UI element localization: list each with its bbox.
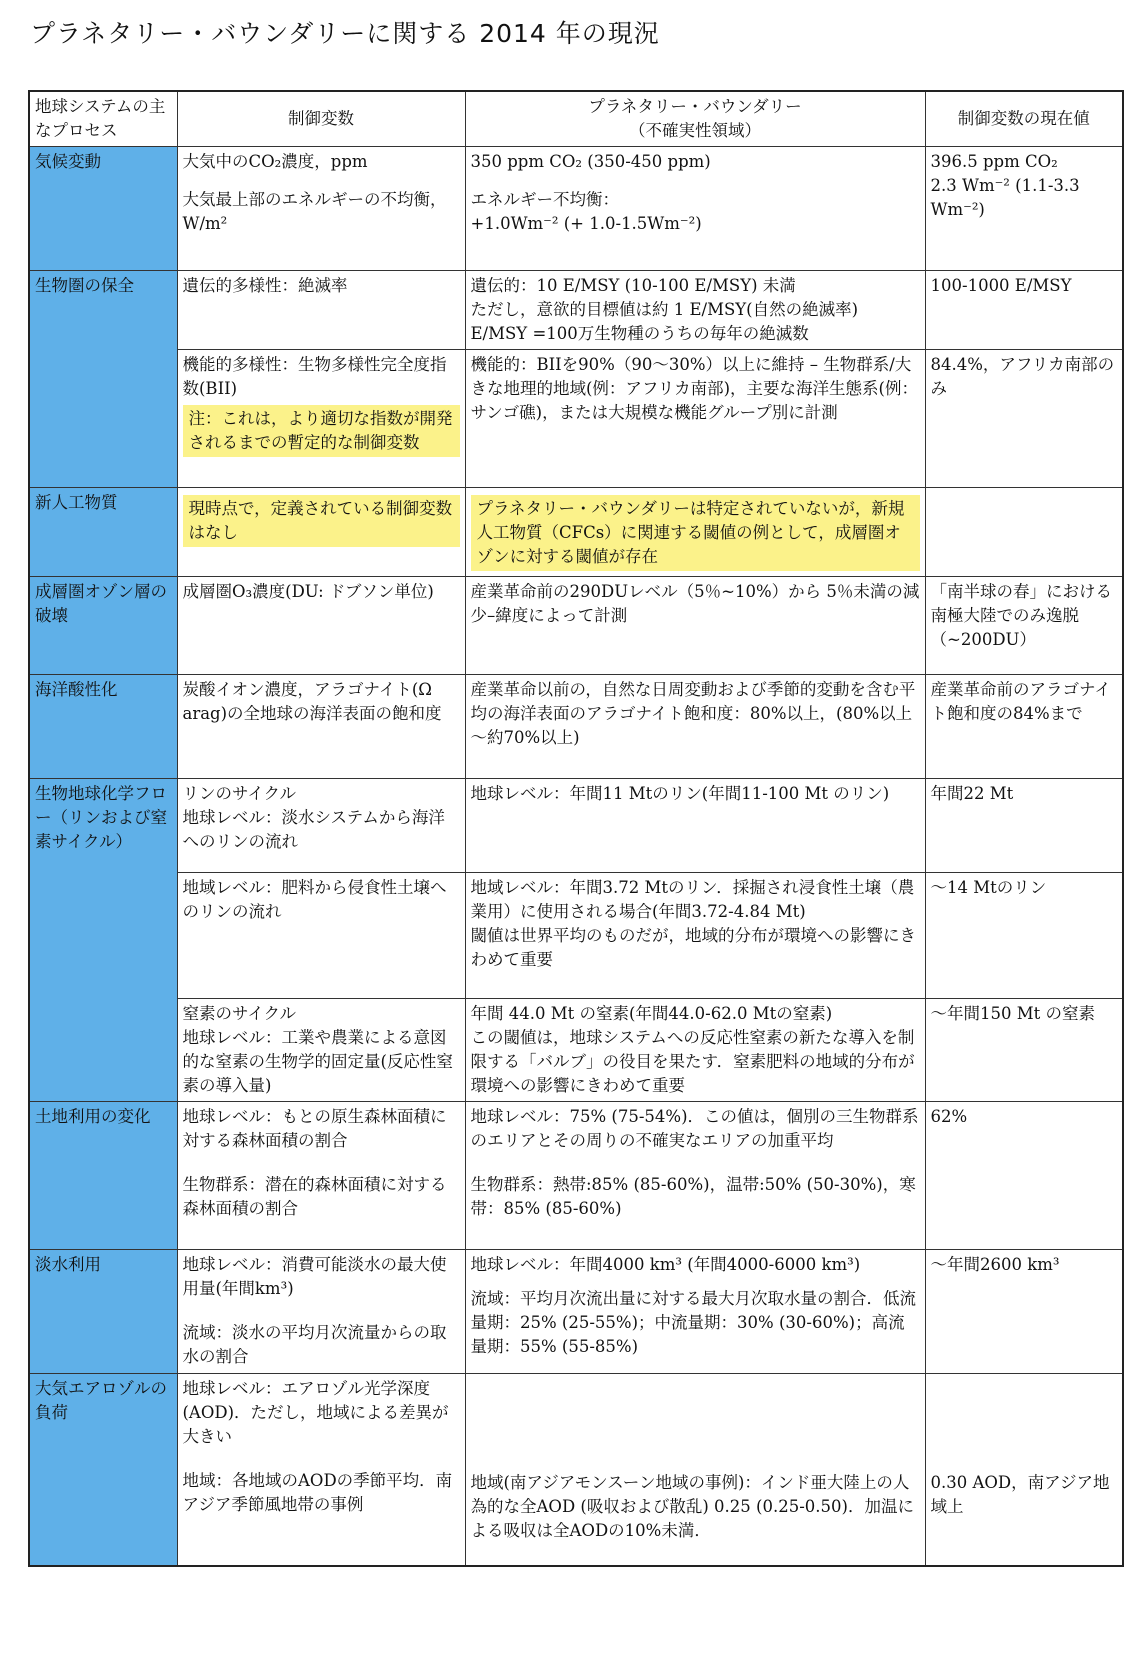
boundary-genetic-2: ただし，意欲的目標値は約 1 E/MSY(自然の絶滅率): [470, 300, 859, 319]
variable-nitrogen-global: 地球レベル：工業や農業による意図的な窒素の生物学的固定量(反応性窒素の導入量): [182, 1028, 453, 1095]
table-row-climate: [29, 147, 1123, 271]
current-aerosol-regional: 0.30 AOD，南アジア地域上: [930, 1473, 1110, 1516]
boundary-phosphorus-regional-2: 閾値は世界平均のものだが，地域的分布が環境への影響にきわめて重要: [470, 926, 916, 969]
table-row-biosphere-genetic: [29, 271, 1123, 350]
variable-novel: [177, 488, 465, 577]
table-row-aerosol: [29, 1374, 1123, 1566]
process-climate: 気候変動: [29, 147, 177, 271]
table-header-row: [29, 91, 1123, 147]
boundary-nitrogen-1: 年間 44.0 Mt の窒素(年間44.0-62.0 Mtの窒素): [470, 1004, 833, 1023]
boundary-novel: [465, 488, 925, 577]
current-phosphorus-regional: ～14 Mtのリン: [925, 873, 1123, 999]
header-variable: 制御変数: [177, 91, 465, 147]
variable-nitrogen: [177, 999, 465, 1102]
current-nitrogen: ～年間150 Mt の窒素: [925, 999, 1123, 1102]
current-energy: 2.3 Wm⁻² (1.1-3.3 Wm⁻²): [930, 176, 1080, 219]
boundary-ocean: 産業革命以前の，自然な日周変動および季節的変動を含む平均の海洋表面のアラゴナイト飽和度：80%以上，(80%以上～約70%以上): [465, 675, 925, 779]
variable-aerosol-global: 地球レベル：エアロゾル光学深度(AOD)．ただし，地域による差異が大きい: [182, 1379, 449, 1446]
variable-phosphorus-global: [177, 779, 465, 873]
boundary-phosphorus-regional: [465, 873, 925, 999]
boundary-functional: 機能的：BIIを90%（90～30%）以上に維持 – 生物群系/大きな地理的地域(例：アフリカ南部)，主要な海洋生態系(例：サンゴ礁)，または大規模な機能グループ別に計測: [465, 350, 925, 488]
boundary-water: [465, 1250, 925, 1374]
process-water: 淡水利用: [29, 1250, 177, 1374]
boundary-genetic-1: 遺伝的：10 E/MSY (10-100 E/MSY) 未満: [470, 276, 796, 295]
boundary-aerosol-regional: 地域(南アジアモンスーン地域の事例)：インド亜大陸上の人為的な全AOD (吸収および散乱) 0.25 (0.25-0.50)．加温による吸収は全AODの10%未満．: [470, 1473, 914, 1540]
current-aerosol: [925, 1374, 1123, 1566]
variable-land-biome: 生物群系：潜在的森林面積に対する森林面積の割合: [182, 1175, 447, 1218]
boundary-climate: [465, 147, 925, 271]
boundary-nitrogen: [465, 999, 925, 1102]
current-ocean: 産業革命前のアラゴナイト飽和度の84%まで: [925, 675, 1123, 779]
boundary-co2: 350 ppm CO₂ (350-450 ppm): [470, 152, 711, 171]
boundary-energy-label: エネルギー不均衡：: [470, 190, 619, 209]
novel-boundary-highlight: プラネタリー・バウンダリーは特定されていないが，新規人工物質（CFCs）に関連する閾値の例として，成層圏オゾンに対する閾値が存在: [471, 495, 920, 571]
novel-variable-highlight: 現時点で，定義されている制御変数はなし: [183, 495, 460, 547]
current-functional: 84.4%，アフリカ南部のみ: [925, 350, 1123, 488]
page-title: プラネタリー・バウンダリーに関する 2014 年の現況: [30, 19, 660, 48]
boundary-phosphorus-regional-1: 地域レベル：年間3.72 Mtのリン．採掘され浸食性土壌（農業用）に使用される場合(年間3.72-4.84 Mt): [470, 878, 915, 921]
boundary-energy-value: +1.0Wm⁻² (+ 1.0-1.5Wm⁻²): [470, 214, 702, 233]
variable-functional: [177, 350, 465, 488]
variable-climate: [177, 147, 465, 271]
variable-land: [177, 1102, 465, 1250]
table-row-nitrogen: [29, 999, 1123, 1102]
variable-phosphorus-global-text: 地球レベル：淡水システムから海洋へのリンの流れ: [182, 808, 445, 851]
boundary-land: [465, 1102, 925, 1250]
variable-land-global: 地球レベル：もとの原生森林面積に対する森林面積の割合: [182, 1107, 447, 1150]
header-boundary-main: プラネタリー・バウンダリー: [588, 97, 802, 116]
variable-bii: 機能的多様性：生物多様性完全度指数(BII): [182, 355, 447, 398]
header-current: 制御変数の現在値: [925, 91, 1123, 147]
boundary-water-global: 地球レベル：年間4000 km³ (年間4000-6000 km³): [470, 1255, 861, 1274]
current-land: 62%: [925, 1102, 1123, 1250]
process-aerosol: 大気エアロゾルの負荷: [29, 1374, 177, 1566]
variable-aerosol-regional: 地域：各地域のAODの季節平均．南アジア季節風地帯の事例: [182, 1471, 453, 1514]
current-novel: [925, 488, 1123, 577]
table-row-novel: [29, 488, 1123, 577]
current-ozone: 「南半球の春」における南極大陸でのみ逸脱（~200DU）: [925, 577, 1123, 675]
current-climate: [925, 147, 1123, 271]
boundary-land-global: 地球レベル：75% (75-54%)．この値は，個別の三生物群系のエリアとその周りの不確実なエリアの加重平均: [470, 1107, 919, 1150]
table-row-ocean: [29, 675, 1123, 779]
variable-water-global: 地球レベル：消費可能淡水の最大使用量(年間km³): [182, 1255, 447, 1298]
variable-water: [177, 1250, 465, 1374]
header-boundary: [465, 91, 925, 147]
variable-ozone: 成層圏O₃濃度(DU: ドブソン単位): [177, 577, 465, 675]
planetary-boundary-table: [28, 90, 1124, 1567]
table-row-land: [29, 1102, 1123, 1250]
process-ocean: 海洋酸性化: [29, 675, 177, 779]
boundary-aerosol: [465, 1374, 925, 1566]
note-highlight: 注：これは，より適切な指数が開発されるまでの暫定的な制御変数: [183, 405, 460, 457]
process-ozone: 成層圏オゾン層の破壊: [29, 577, 177, 675]
table-row-ozone: [29, 577, 1123, 675]
current-phosphorus-global: 年間22 Mt: [925, 779, 1123, 873]
table-row-phosphorus-regional: [29, 873, 1123, 999]
table-row-biosphere-functional: [29, 350, 1123, 488]
variable-energy: 大気最上部のエネルギーの不均衡，W/m²: [182, 190, 447, 233]
current-genetic: 100-1000 E/MSY: [925, 271, 1123, 350]
variable-phosphorus-regional: 地域レベル：肥料から侵食性土壌へのリンの流れ: [177, 873, 465, 999]
current-water: ～年間2600 km³: [925, 1250, 1123, 1374]
process-biosphere: 生物圏の保全: [29, 271, 177, 488]
variable-co2: 大気中のCO₂濃度，ppm: [182, 152, 368, 171]
process-biogeo: 生物地球化学フロー（リンおよび窒素サイクル）: [29, 779, 177, 1102]
process-land: 土地利用の変化: [29, 1102, 177, 1250]
boundary-water-basin: 流域：平均月次流出量に対する最大月次取水量の割合．低流量期：25% (25-55%)；中流量期：30% (30-60%)；高流量期：55% (55-85%): [470, 1289, 916, 1356]
variable-phosphorus-cycle: リンのサイクル: [182, 784, 297, 803]
header-boundary-sub: （不確実性領域）: [629, 121, 761, 140]
process-novel: 新人工物質: [29, 488, 177, 577]
boundary-genetic-3: E/MSY =100万生物種のうちの毎年の絶滅数: [470, 324, 809, 343]
boundary-ozone: 産業革命前の290DUレベル（5％~10%）から 5％未満の減少–緯度によって計測: [465, 577, 925, 675]
variable-ocean: 炭酸イオン濃度，アラゴナイト(Ω arag)の全地球の海洋表面の飽和度: [177, 675, 465, 779]
boundary-nitrogen-2: この閾値は，地球システムへの反応性窒素の新たな導入を制限する「バルブ」の役目を果たす．窒素肥料の地域的分布が環境への影響にきわめて重要: [470, 1028, 915, 1095]
variable-aerosol: [177, 1374, 465, 1566]
variable-water-basin: 流域：淡水の平均月次流量からの取水の割合: [182, 1323, 447, 1366]
variable-nitrogen-cycle: 窒素のサイクル: [182, 1004, 297, 1023]
table-row-water: [29, 1250, 1123, 1374]
variable-genetic: 遺伝的多様性：絶滅率: [177, 271, 465, 350]
current-co2: 396.5 ppm CO₂: [930, 152, 1058, 171]
boundary-phosphorus-global: 地球レベル：年間11 Mtのリン(年間11-100 Mt のリン): [465, 779, 925, 873]
table-row-phosphorus-global: [29, 779, 1123, 873]
boundary-land-biome: 生物群系：熱帯:85% (85-60%)，温帯:50% (50-30%)，寒帯：85% (85-60%): [470, 1175, 916, 1218]
header-process: 地球システムの主なプロセス: [29, 91, 177, 147]
boundary-genetic: [465, 271, 925, 350]
